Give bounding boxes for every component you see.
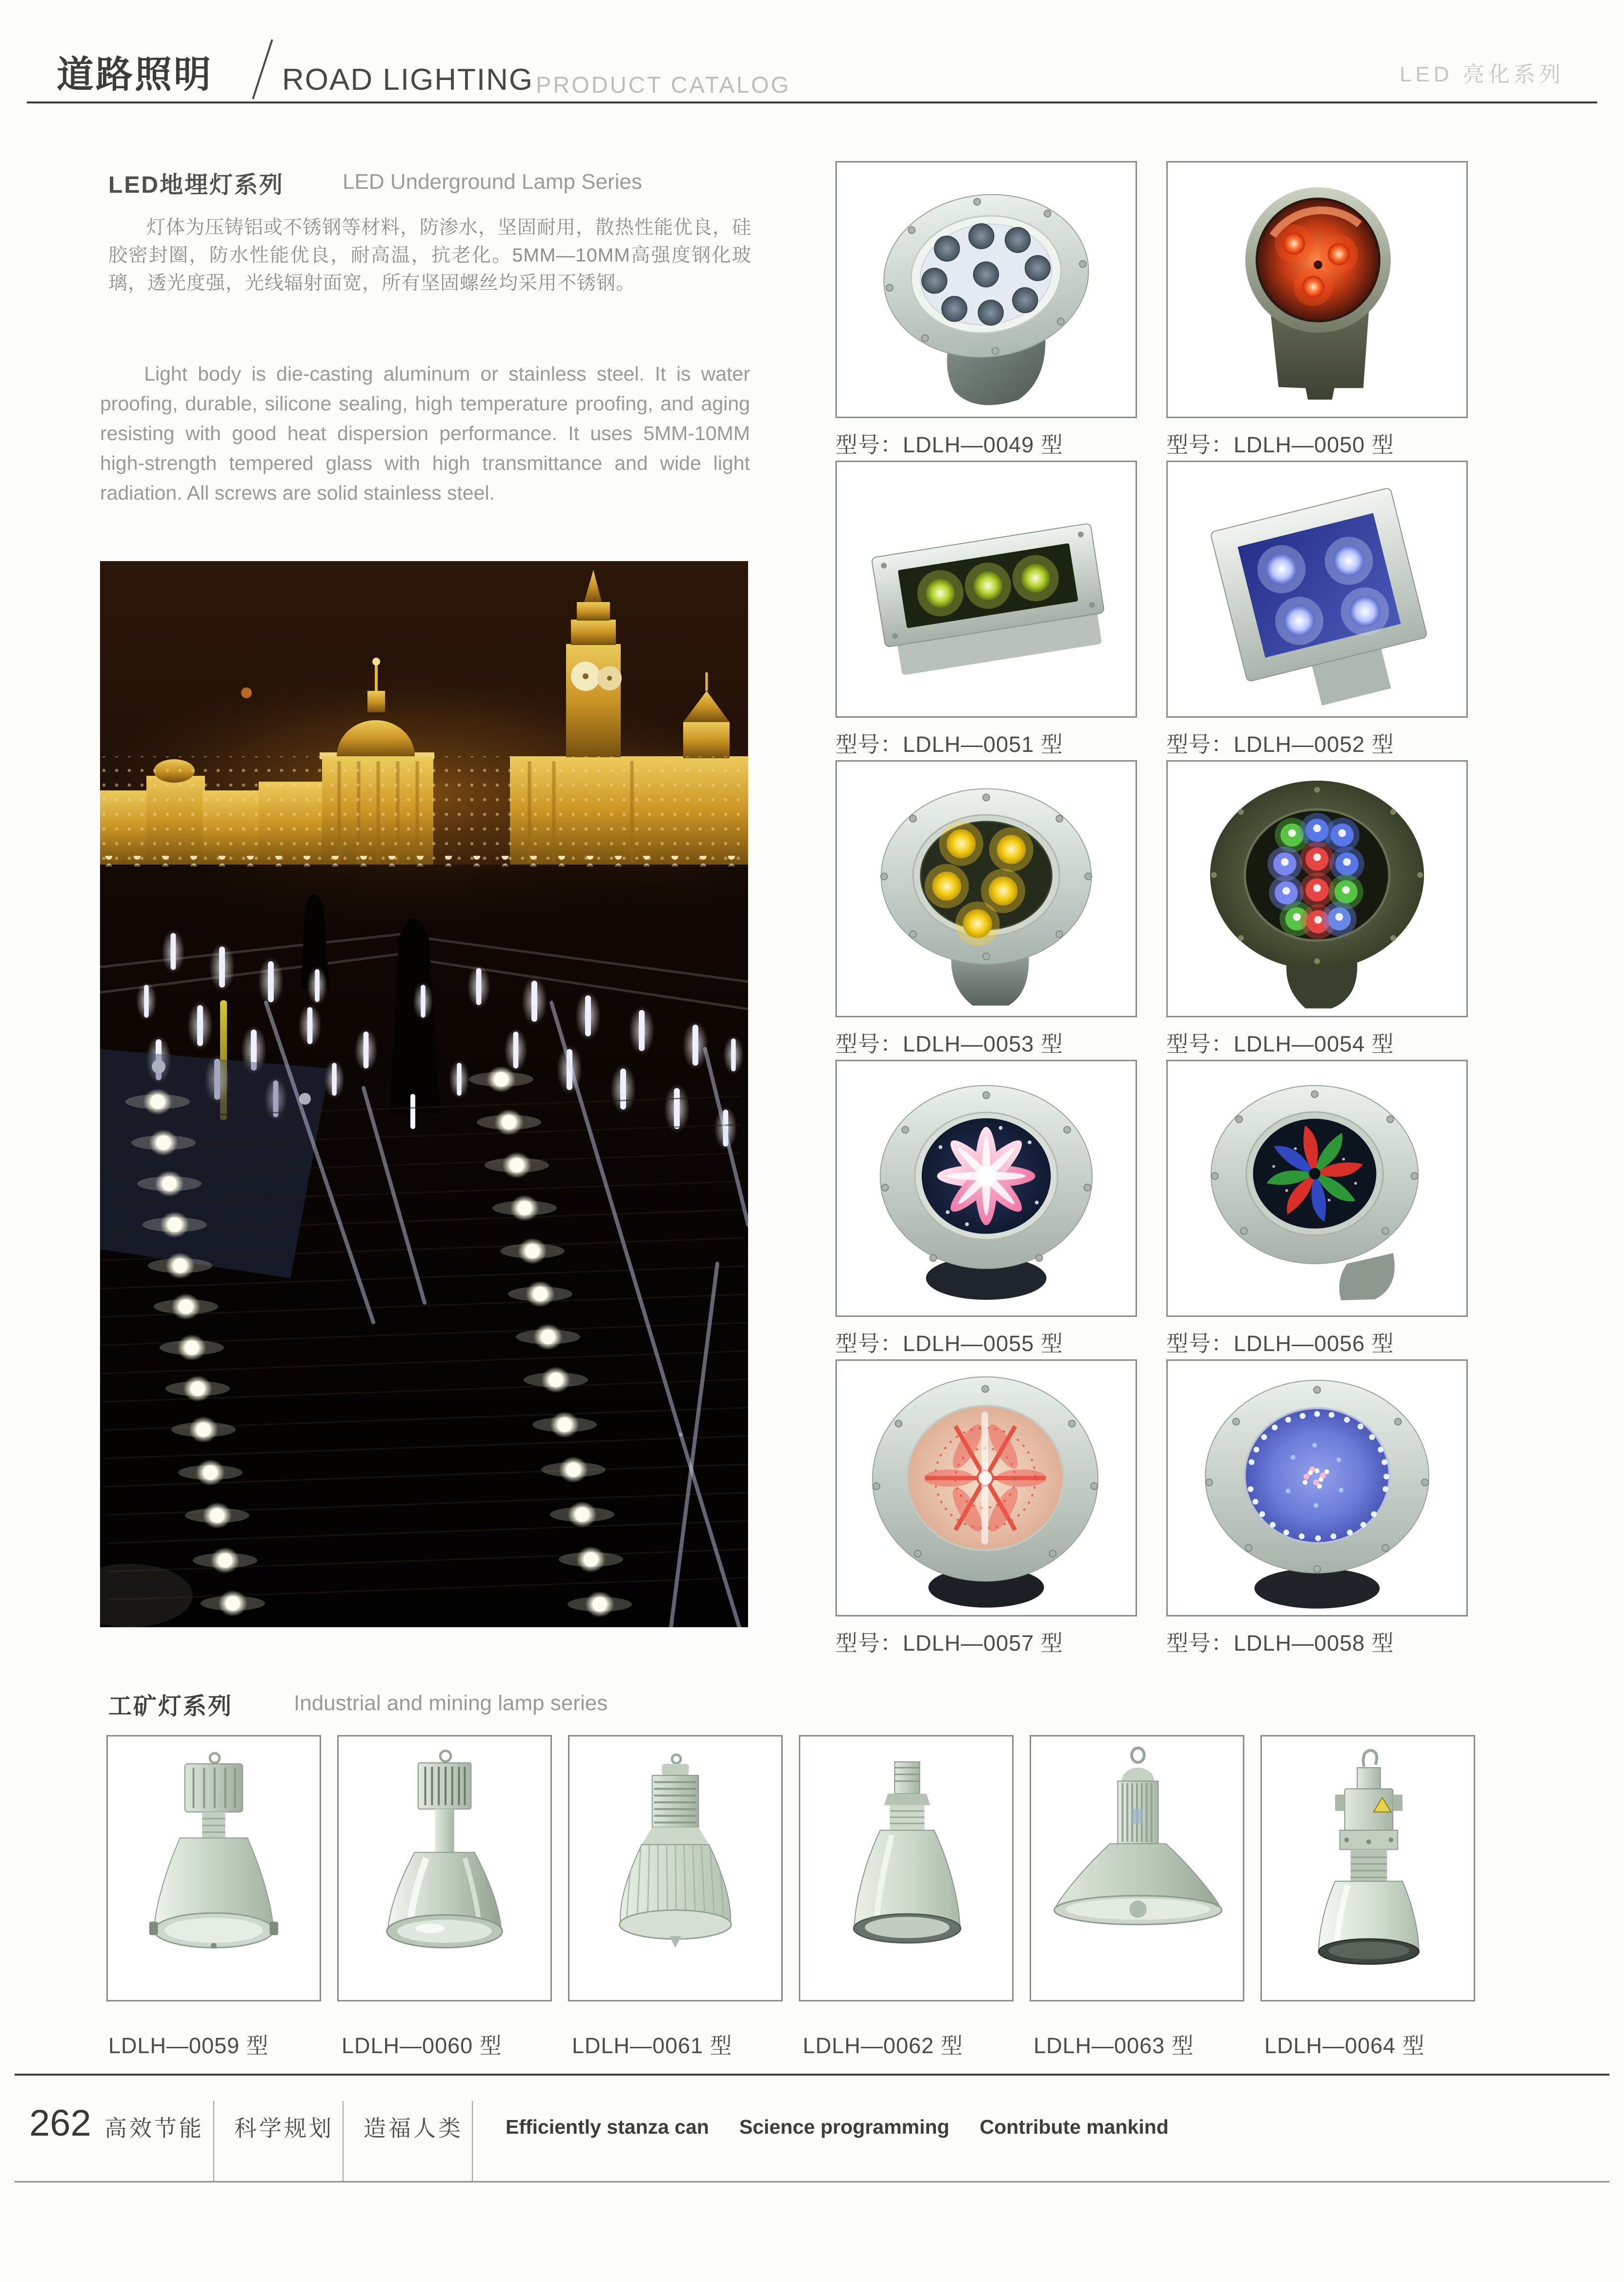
footer-slogan-en-2: Science programming (739, 2116, 950, 2138)
underground-section-title-en: LED Underground Lamp Series (343, 170, 642, 194)
product-model-label: 型号：LDLH—0050 型 (1166, 432, 1394, 457)
mining-section-title-zh: 工矿灯系列 (108, 1694, 233, 1719)
brand-title-en: ROAD LIGHTING (282, 63, 534, 97)
footer-top-rule (15, 2074, 1609, 2076)
underground-description-zh: 灯体为压铸铝或不锈钢等材料，防渗水，坚固耐用，散热性能优良，硅胶密封圈，防水性能优良，耐高温，抗老化。5MM—10MM高强度钢化玻璃，透光度强，光线辐射面宽，所有坚固螺丝均采用不锈钢。 (108, 217, 752, 294)
product-image-ldlh-0055 (835, 1060, 1137, 1317)
product-image-ldlh-0057 (835, 1359, 1137, 1616)
footer-slogan-en-1: Efficiently stanza can (506, 2116, 709, 2138)
product-model-label: LDLH—0062 型 (803, 2033, 963, 2058)
brand-title-zh: 道路照明 (57, 54, 213, 96)
footer-bottom-rule (15, 2181, 1609, 2182)
footer-slogan-zh-1: 高效节能 (104, 2116, 204, 2141)
product-image-ldlh-0059 (106, 1735, 321, 2001)
product-model-label: LDLH—0060 型 (342, 2033, 502, 2058)
footer-divider (472, 2101, 473, 2182)
product-image-ldlh-0058 (1166, 1359, 1468, 1616)
product-image-ldlh-0050 (1166, 161, 1468, 418)
product-model-label: LDLH—0059 型 (108, 2033, 269, 2058)
product-model-label: LDLH—0064 型 (1264, 2033, 1425, 2058)
product-model-label: 型号：LDLH—0052 型 (1166, 732, 1394, 757)
product-image-ldlh-0062 (799, 1735, 1014, 2001)
footer-slogan-zh-3: 造福人类 (364, 2116, 463, 2141)
product-model-label: 型号：LDLH—0057 型 (835, 1631, 1063, 1656)
underground-description-en: Light body is die-casting aluminum or stainless steel. It is water proofing, durable, silicone sealing, high temperature proofing, and aging resisting with good heat dispersion performance. It uses 5MM-10MM high-strength tempered glass with high transmittance and wide light radiation. All screws are solid stainless steel. (100, 363, 750, 504)
brand-subtitle: PRODUCT CATALOG (536, 72, 791, 98)
header-rule (27, 101, 1597, 103)
product-image-ldlh-0054 (1166, 760, 1468, 1017)
night-scene-photo (100, 561, 748, 1627)
product-image-ldlh-0056 (1166, 1060, 1468, 1317)
footer-slogans-en (506, 2116, 1199, 2139)
product-image-ldlh-0063 (1030, 1735, 1244, 2001)
product-model-label: 型号：LDLH—0051 型 (835, 732, 1063, 757)
underground-section-title-zh: LED地埋灯系列 (108, 172, 284, 198)
footer-slogan-zh-2: 科学规划 (234, 2116, 334, 2141)
product-image-ldlh-0049 (835, 161, 1137, 418)
footer-slogan-en-3: Contribute mankind (979, 2116, 1169, 2138)
series-label: LED 亮化系列 (1400, 62, 1564, 86)
page-number: 262 (29, 2102, 91, 2144)
footer-divider (213, 2101, 214, 2182)
brand-slash-divider (252, 40, 273, 100)
night-scene-illustration (100, 561, 748, 1627)
product-image-ldlh-0060 (337, 1735, 552, 2001)
product-image-ldlh-0061 (568, 1735, 783, 2001)
product-model-label: 型号：LDLH—0056 型 (1166, 1331, 1394, 1356)
product-model-label: 型号：LDLH—0055 型 (835, 1331, 1063, 1356)
footer-divider (343, 2101, 344, 2182)
product-image-ldlh-0064 (1260, 1735, 1475, 2001)
product-model-label: LDLH—0063 型 (1034, 2033, 1194, 2058)
product-model-label: 型号：LDLH—0054 型 (1166, 1031, 1394, 1056)
product-model-label: 型号：LDLH—0058 型 (1166, 1631, 1394, 1656)
product-image-ldlh-0052 (1166, 461, 1468, 718)
mining-section-title-en: Industrial and mining lamp series (294, 1691, 608, 1715)
product-image-ldlh-0051 (835, 461, 1137, 718)
product-image-ldlh-0053 (835, 760, 1137, 1017)
product-model-label: 型号：LDLH—0053 型 (835, 1031, 1063, 1056)
product-model-label: LDLH—0061 型 (572, 2033, 732, 2058)
product-model-label: 型号：LDLH—0049 型 (835, 432, 1063, 457)
